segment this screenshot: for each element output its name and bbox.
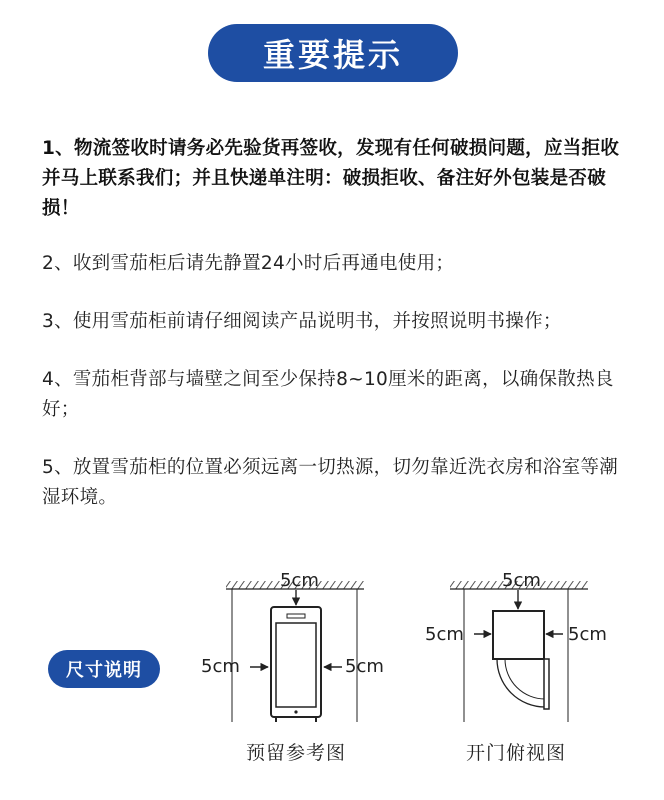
- front-clearance-diagram: [201, 570, 384, 722]
- size-badge-label: 尺寸说明: [66, 660, 142, 681]
- notice-item-2: 2、收到雪茄柜后请先静置24小时后再通电使用；: [42, 253, 455, 274]
- front-right-gap-label: 5cm: [345, 656, 384, 677]
- open-door: [544, 659, 549, 709]
- top-view-top-gap-label: 5cm: [502, 570, 541, 591]
- cabinet-front: [271, 607, 321, 722]
- door-swing-arc: [497, 659, 545, 707]
- front-top-gap-label: 5cm: [280, 570, 319, 591]
- page-title: 重要提示: [262, 36, 403, 74]
- notice-item-1: 1、物流签收时请务必先验货再签收，发现有任何破损问题，应当拒收并马上联系我们；并且快递单注明：破损拒收、备注好外包装是否破损！: [42, 138, 620, 219]
- front-diagram-caption: 预留参考图: [246, 742, 347, 764]
- notice-item-5: 5、放置雪茄柜的位置必须远离一切热源，切勿靠近洗衣房和浴室等潮湿环境。: [42, 457, 619, 508]
- top-view-diagram: [425, 570, 607, 722]
- top-view-left-gap-label: 5cm: [425, 624, 464, 645]
- top-view-caption: 开门俯视图: [466, 742, 567, 764]
- notice-item-3: 3、使用雪茄柜前请仔细阅读产品说明书，并按照说明书操作；: [42, 311, 562, 332]
- notice-item-4: 4、雪茄柜背部与墙壁之间至少保持8~10厘米的距离，以确保散热良好；: [42, 369, 614, 420]
- top-view-right-gap-label: 5cm: [568, 624, 607, 645]
- cabinet-top-view: [493, 611, 544, 659]
- front-left-gap-label: 5cm: [201, 656, 240, 677]
